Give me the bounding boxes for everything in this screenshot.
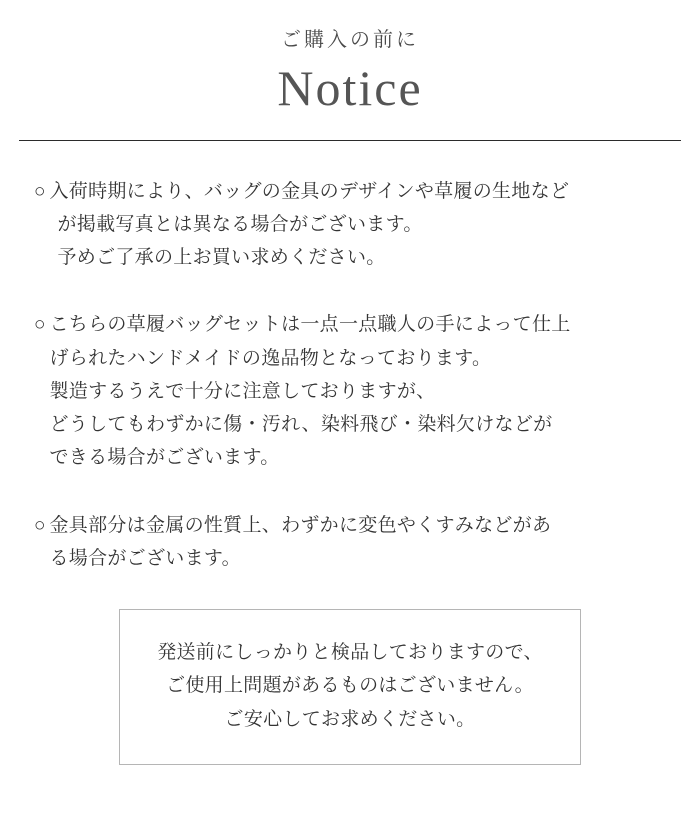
- list-item: [34, 509, 666, 576]
- note-line: げられたハンドメイドの逸品物となっております。: [49, 347, 492, 369]
- circle-bullet-icon: ○: [34, 314, 46, 336]
- notice-list: [0, 141, 700, 576]
- note-line: 製造するうえで十分に注意しておりますが、: [49, 380, 436, 402]
- note-line: どうしてもわずかに傷・汚れ、染料飛び・染料欠けなどが: [49, 414, 553, 435]
- note-line: できる場合がございます。: [49, 447, 280, 469]
- page-header: [0, 0, 700, 118]
- note-text-block: [49, 308, 666, 474]
- page-subtitle: ご購入の前に: [281, 29, 419, 51]
- note-line: こちらの草履バッグセットは一点一点職人の手によって仕上: [49, 314, 571, 336]
- note-line: 入荷時期により、バッグの金具のデザインや草履の生地など: [49, 180, 570, 202]
- callout-line: 発送前にしっかりと検品しておりますので、: [157, 642, 543, 663]
- page-title: Notice: [277, 60, 423, 116]
- note-line: る場合がございます。: [49, 547, 241, 569]
- callout-line: ご安心してお求めください。: [224, 708, 476, 730]
- note-text-block: [49, 175, 666, 275]
- note-line: 金具部分は金属の性質上、わずかに変色やくすみなどがあ: [49, 514, 552, 536]
- callout-line: ご使用上問題があるものはございません。: [166, 675, 534, 697]
- circle-bullet-icon: ○: [34, 180, 46, 202]
- note-text-block: [49, 509, 666, 576]
- list-item: [34, 175, 666, 275]
- circle-bullet-icon: ○: [34, 514, 46, 536]
- list-item: [34, 308, 666, 474]
- callout-box: [119, 609, 581, 765]
- note-line: が掲載写真とは異なる場合がございます。: [57, 213, 423, 235]
- note-line: 予めご了承の上お買い求めください。: [57, 247, 386, 268]
